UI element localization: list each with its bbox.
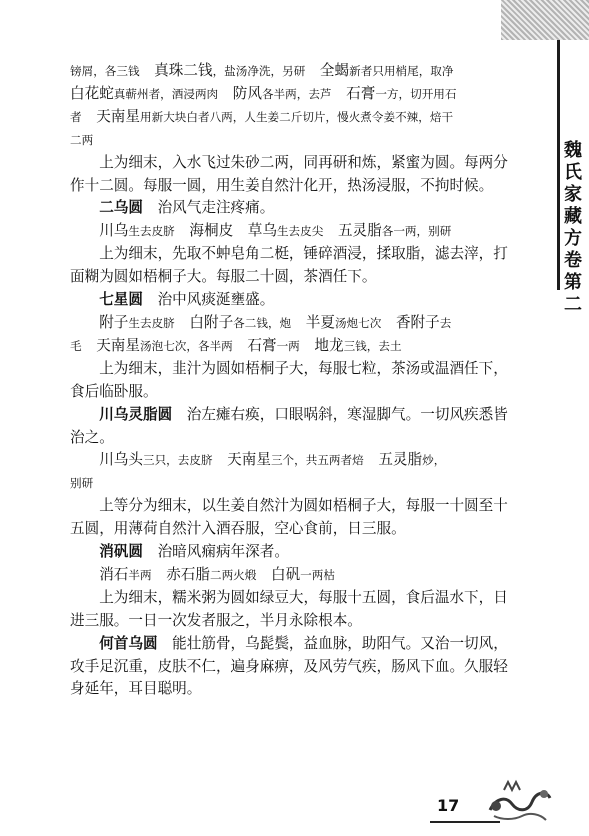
instruction-paragraph: 上为细末，韭汁为圆如梧桐子大，每服七粒，茶汤或温酒任下，食后临卧服。 (70, 359, 508, 400)
instruction-paragraph: 上为细末，入水飞过朱砂二两，同再研和炼，紧蜜为圆。每两分作十二圆。每服一圆，用生姜自然汁化开，热汤浸服，不拘时候。 (70, 153, 508, 194)
ingredient-line (70, 60, 512, 83)
annotation-text: 各半两，去芦 (261, 86, 332, 101)
ingredient-name: 防风 (218, 84, 262, 102)
annotation-text: 新者只用梢尾，取净 (349, 64, 454, 78)
ingredient-name: 天南星 (81, 336, 140, 354)
ingredient-line (70, 312, 512, 335)
ingredient-name: 全蝎 (305, 62, 350, 79)
instruction-paragraph: 上等分为细末，以生姜自然汁为圆如梧桐子大，每服一十圆至十五圆，用薄荷自然汁入酒吞服，空心食前，日三服。 (70, 497, 508, 538)
running-title: 魏氏家藏方卷第二 (564, 140, 582, 315)
annotation-text: 各二钱，炮 (233, 315, 292, 330)
recipe-name: 七星圆 (99, 291, 143, 309)
ingredient-name: 白附子 (174, 313, 234, 331)
annotation-text: 半两 (128, 567, 152, 582)
recipe-name: 二乌圆 (99, 199, 143, 217)
ingredient-name: 川乌 (99, 222, 129, 240)
annotation-text: 镑屑，各三钱 (70, 64, 140, 78)
ingredient-name: 地龙 (299, 336, 344, 354)
ingredient-line (70, 106, 512, 129)
ingredient-line (70, 220, 512, 243)
ingredient-line (70, 83, 512, 106)
ingredient-name: 五灵脂 (363, 451, 423, 469)
recipe-heading (70, 404, 512, 450)
ingredient-name: 五灵脂 (323, 222, 382, 240)
annotation-text: 各一两，别研 (381, 224, 452, 239)
annotation-text: 二两火煅 (209, 567, 257, 582)
ingredient-name: 川乌头 (99, 451, 143, 469)
annotation-text: 汤泡七次，各半两 (140, 338, 233, 353)
ingredient-line (70, 449, 512, 472)
recipe-name: 何首乌圆 (99, 634, 158, 652)
annotation-text: ，盐汤净洗，另研 (212, 64, 306, 78)
ingredient-name: 能壮筋骨，乌髭鬓，益血脉，助阳气。又治一切风，攻手足沉重，皮肤不仁，遍身麻痹，及风劳气疾，肠风下血。久服轻身延年，耳目聪明。 (70, 634, 508, 698)
dragon-ornament-icon (484, 770, 554, 826)
annotation-text: 用新大块白者八两，人生姜二斤切片，慢火煮令姜不辣，焙干 (140, 109, 454, 124)
side-rule (557, 40, 560, 290)
recipe-heading (70, 289, 512, 312)
annotation-text: 真蕲州者，酒浸两肉 (113, 86, 219, 101)
ingredient-name: 天南星 (212, 451, 271, 469)
annotation-text: 炒， (422, 453, 446, 468)
main-text (70, 60, 512, 701)
annotation-text: 一两 (276, 338, 300, 353)
annotation-text: 生去皮尖 (276, 224, 324, 239)
ingredient-name: 治暗风痫病年深者。 (142, 543, 289, 561)
ingredient-name: 消石 (99, 565, 129, 583)
ingredient-name: 香附子 (381, 313, 440, 331)
ingredient-name: 石膏 (232, 336, 277, 354)
page-number: 17 (437, 796, 460, 815)
ingredient-line (70, 564, 512, 587)
annotation-text: 别研 (70, 476, 94, 491)
ingredient-name: 真珠二钱 (139, 62, 213, 79)
ingredient-name: 附子 (99, 313, 129, 331)
ingredient-name: 白花蛇 (70, 84, 114, 102)
ingredient-name: 海桐皮 草乌 (174, 222, 277, 240)
recipe-heading (70, 633, 512, 702)
ingredient-name: 半夏 (291, 313, 335, 331)
annotation-text: 一方，切开用石 (375, 86, 457, 101)
annotation-text: 汤炮七次 (334, 315, 382, 330)
recipe-name: 川乌灵脂圆 (99, 405, 173, 423)
annotation-text: 毛 (70, 338, 82, 353)
ingredient-name: 石膏 (331, 84, 376, 102)
ingredient-name: 赤石脂 (151, 565, 210, 583)
annotation-text: 去 (439, 315, 452, 330)
ingredient-name: 天南星 (81, 107, 140, 125)
recipe-name: 消矾圆 (99, 543, 143, 561)
annotation-text: 一两枯 (300, 567, 335, 582)
annotation-text: 三只，去皮脐 (142, 453, 213, 468)
annotation-text: 生去皮脐 (128, 224, 175, 239)
annotation-text: 三钱，去土 (343, 338, 402, 353)
annotation-text: 者 (70, 109, 82, 124)
annotation-text: 二两 (70, 132, 94, 147)
annotation-text: 三个，共五两者焙 (270, 453, 364, 468)
ingredient-name: 治左瘫右痪，口眼㖞斜，寒湿脚气。一切风疾悉皆治之。 (70, 405, 508, 446)
recipe-heading (70, 197, 512, 220)
ingredient-name: 白矾 (256, 565, 301, 583)
corner-ornament (501, 0, 589, 40)
instruction-paragraph: 上为细末，糯米粥为圆如绿豆大，每服十五圆，食后温水下，日进三服。一日一次发者服之，半月永除根本。 (70, 588, 508, 629)
instruction-paragraph: 上为细末，先取不蚛皂角二梃，锤碎酒浸，揉取脂，滤去滓，打面糊为圆如梧桐子大。每服二十圆，茶酒任下。 (70, 245, 508, 286)
ingredient-name: 治中风痰涎壅盛。 (142, 291, 275, 309)
recipe-heading (70, 541, 512, 564)
ingredient-line (70, 129, 512, 152)
ingredient-line (70, 335, 512, 358)
annotation-text: 生去皮脐 (128, 315, 175, 330)
ingredient-name: 治风气走注疼痛。 (142, 199, 275, 217)
ingredient-line (70, 472, 512, 495)
